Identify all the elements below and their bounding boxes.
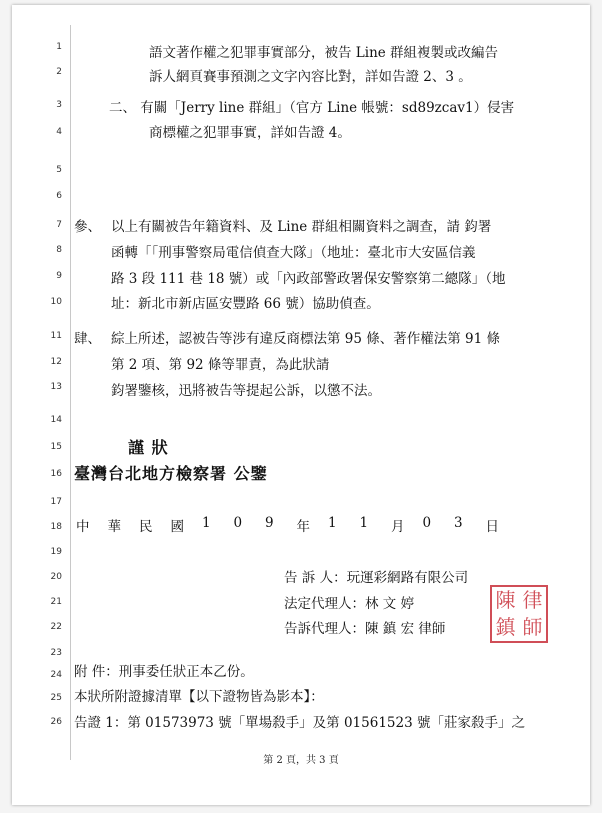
line-number: 18 [50,522,62,532]
line-number: 2 [56,67,62,77]
date-char: 年 [296,519,310,535]
line-number: 13 [50,382,62,392]
date-char: 1 [202,515,211,531]
line-number: 26 [50,717,62,727]
section-marker-4: 肆、 [74,331,101,347]
line-number: 1 [56,42,62,52]
line-number: 19 [50,547,62,557]
line-number: 22 [50,622,62,632]
date-char: 月 [391,519,405,535]
line-number: 23 [50,648,62,658]
line-number: 17 [50,497,62,507]
seal-char: 師 [522,615,543,639]
line-number: 10 [50,297,62,307]
date-char: 1 [359,515,369,531]
text-line-2: 訴人網頁賽事預測之文字內容比對，詳如告證 2、3 。 [149,69,472,85]
text-line-3: 二、 有關「Jerry line 群組」（官方 Line 帳號：sd89zcav1）侵害 [109,100,515,116]
line-number: 12 [50,357,62,367]
date-char: 1 [328,515,337,531]
line-number: 21 [50,597,62,607]
line-number: 3 [56,100,62,110]
text-line-9: 路 3 段 111 巷 18 號）或「內政部警政署保安警察第二總隊」（地 [111,271,506,287]
line-number: 20 [50,572,62,582]
text-line-8: 函轉「「刑事警察局電信偵查大隊」（地址：臺北市大安區信義 [111,245,476,261]
complainant: 告 訴 人：玩運彩網路有限公司 [284,570,469,586]
text-line-12: 第 2 項、第 92 條等罪責，為此狀請 [111,357,330,373]
date-char: 日 [485,519,499,535]
closing-title: 謹 狀 [128,438,169,457]
attorney: 告訴代理人：陳 鎮 宏 律師 [284,621,446,637]
line-number: 5 [56,165,62,175]
seal-char: 陳 [495,588,516,612]
seal-char: 鎮 [495,615,516,639]
line-number: 14 [50,415,62,425]
line-number: 11 [50,331,62,341]
text-line-7: 以上有關被告年籍資料、及 Line 群組相關資料之調查，請 鈞署 [111,219,492,235]
lawyer-seal-stamp [490,585,548,643]
evidence-list-heading: 本狀所附證據清單【以下證物皆為影本】： [74,689,324,705]
date-char: 0 [233,515,243,531]
date-char: 3 [454,515,463,531]
page-footer: 第 2 頁，共 3 頁 [263,755,339,766]
line-number: 4 [56,127,62,137]
date-char: 9 [265,515,274,531]
line-number-divider [70,25,71,760]
text-line-10: 址：新北市新店區安豐路 66 號）協助偵查。 [111,296,380,312]
date-char: 華 [107,519,121,535]
text-line-4: 商標權之犯罪事實，詳如告證 4。 [149,125,351,141]
date-char: 國 [170,519,184,535]
addressee: 臺灣台北地方檢察署 公鑒 [74,464,268,483]
redacted-area [82,142,552,200]
text-line-11: 綜上所述，認被告等涉有違反商標法第 95 條、著作權法第 91 條 [111,331,501,347]
line-number: 15 [50,442,62,452]
document-page [12,5,590,805]
attachment-line: 附 件：刑事委任狀正本乙份。 [74,664,254,680]
line-number: 6 [56,191,62,201]
text-line-1: 語文著作權之犯罪事實部分，被告 Line 群組複製或改編告 [149,45,499,61]
legal-representative: 法定代理人：林 文 婷 [284,596,415,612]
line-number: 9 [56,271,62,281]
evidence-item-1: 告證 1：第 01573973 號「單場殺手」及第 01561523 號「莊家殺手」之 [74,715,525,731]
text-line-13: 鈞署鑒核，迅將被告等提起公訴，以懲不法。 [111,383,381,399]
line-number: 25 [50,693,62,703]
seal-char: 律 [522,588,543,612]
line-number: 7 [56,220,62,230]
date-char: 中 [76,519,90,535]
line-number: 8 [56,245,62,255]
date-char: 民 [139,519,153,535]
section-marker-3: 參、 [74,219,101,235]
line-number: 16 [50,469,62,479]
date-char: 0 [422,515,432,531]
line-number: 24 [50,670,62,680]
